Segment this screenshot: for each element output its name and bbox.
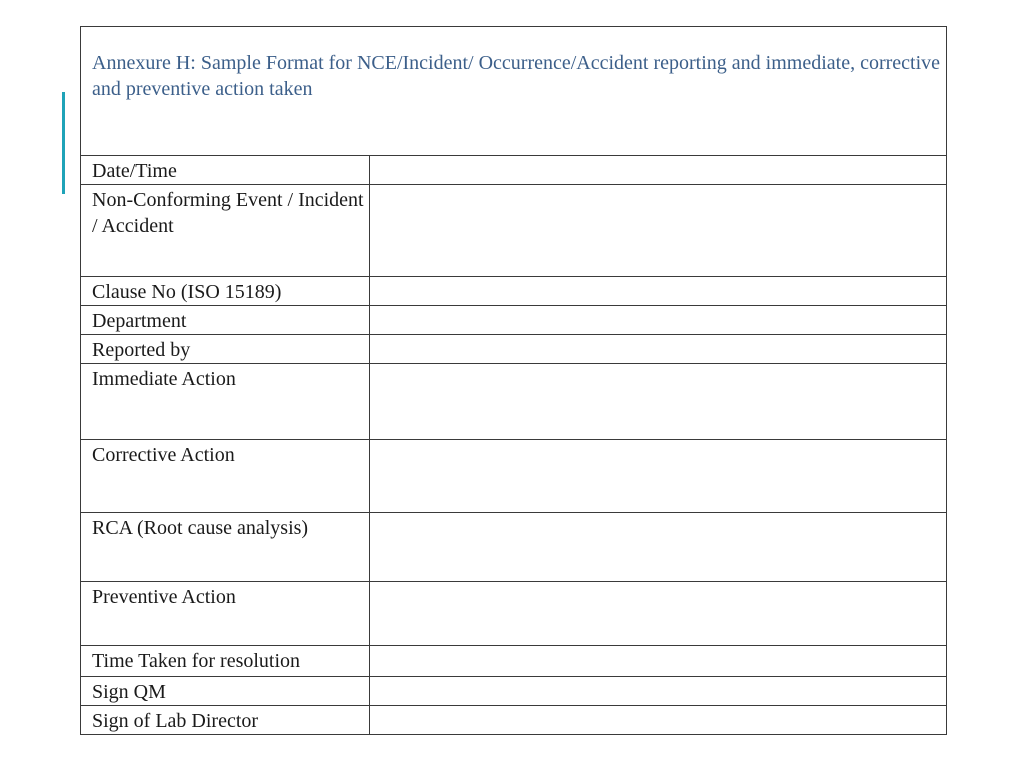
row-label-date-time: Date/Time [81, 156, 370, 185]
table-row [81, 582, 947, 646]
reported-by-field[interactable] [370, 335, 947, 364]
table-row [81, 335, 947, 364]
title-row [81, 27, 947, 156]
sign-lab-director-field[interactable] [370, 706, 947, 735]
rca-field[interactable] [370, 513, 947, 582]
table-row [81, 513, 947, 582]
row-label-clause-no: Clause No (ISO 15189) [81, 277, 370, 306]
table-row [81, 646, 947, 677]
table-row [81, 440, 947, 513]
time-taken-field[interactable] [370, 646, 947, 677]
table-row [81, 156, 947, 185]
row-label-sign-qm: Sign QM [81, 677, 370, 706]
form-title: Annexure H: Sample Format for NCE/Incident/ Occurrence/Accident reporting and immediate, corrective and preventive action taken [81, 27, 947, 156]
corrective-action-field[interactable] [370, 440, 947, 513]
row-label-immediate-action: Immediate Action [81, 364, 370, 440]
table-row [81, 677, 947, 706]
date-time-field[interactable] [370, 156, 947, 185]
row-label-event: Non-Conforming Event / Incident / Accident [81, 185, 370, 277]
row-label-department: Department [81, 306, 370, 335]
preventive-action-field[interactable] [370, 582, 947, 646]
table-row [81, 306, 947, 335]
row-label-preventive-action: Preventive Action [81, 582, 370, 646]
row-label-rca: RCA (Root cause analysis) [81, 513, 370, 582]
table-row [81, 364, 947, 440]
department-field[interactable] [370, 306, 947, 335]
accent-bar [62, 92, 65, 194]
table-row [81, 277, 947, 306]
event-field[interactable] [370, 185, 947, 277]
table-row [81, 185, 947, 277]
row-label-time-taken: Time Taken for resolution [81, 646, 370, 677]
table-row [81, 706, 947, 735]
row-label-sign-lab-director: Sign of Lab Director [81, 706, 370, 735]
immediate-action-field[interactable] [370, 364, 947, 440]
sign-qm-field[interactable] [370, 677, 947, 706]
clause-no-field[interactable] [370, 277, 947, 306]
row-label-reported-by: Reported by [81, 335, 370, 364]
row-label-corrective-action: Corrective Action [81, 440, 370, 513]
incident-report-form [80, 26, 947, 735]
